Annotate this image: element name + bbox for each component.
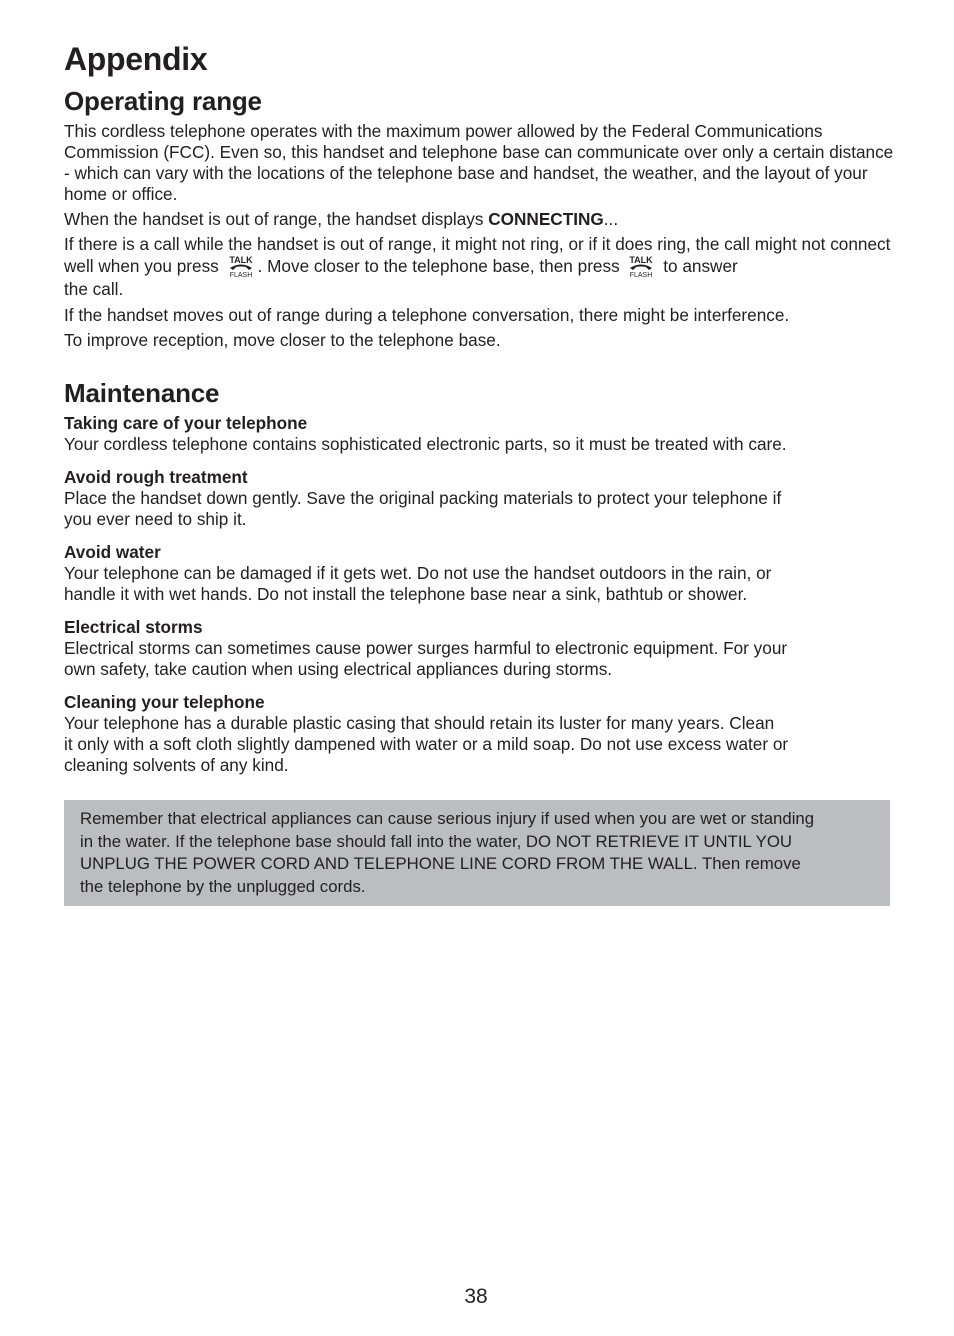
paragraph-3-part-a: If there is a call while the handset is out of range, it might not ring, or if it does ring, the call might not connect well when you press <box>64 234 891 276</box>
maintenance-text-line: cleaning solvents of any kind. <box>64 755 289 775</box>
page-title: Appendix <box>64 41 208 77</box>
operating-range-paragraph-1: This cordless telephone operates with the maximum power allowed by the Federal Communications Commission (FCC). Even so, this handset and telephone base can communicate over only a certain distance - which can vary with the locations of the telephone base and handset, the weather, and the layout of your home or office. <box>64 121 894 204</box>
paragraph-3-part-d: the call. <box>64 279 124 299</box>
operating-range-heading: Operating range <box>64 86 262 116</box>
warning-line: the telephone by the unplugged cords. <box>80 876 366 896</box>
paragraph-3-part-b: . Move closer to the telephone base, then press <box>257 256 625 276</box>
safety-warning-box <box>64 800 890 906</box>
warning-line: Remember that electrical appliances can cause serious injury if used when you are wet or standing <box>80 809 815 828</box>
maintenance-text-line: Your telephone has a durable plastic casing that should retain its luster for many years. Clean <box>64 713 775 733</box>
maintenance-text <box>64 488 894 530</box>
warning-line: UNPLUG THE POWER CORD AND TELEPHONE LINE CORD FROM THE WALL. Then remove <box>80 854 801 873</box>
talk-label-text: TALK <box>629 255 654 265</box>
connecting-display-text: CONNECTING <box>488 209 604 229</box>
maintenance-subheading: Electrical storms <box>64 617 203 637</box>
talk-flash-key-icon <box>626 255 656 279</box>
maintenance-text-line: own safety, take caution when using electrical appliances during storms. <box>64 659 613 679</box>
paragraph-3-part-c: to answer <box>658 256 738 276</box>
ellipsis-text: ... <box>603 209 619 229</box>
maintenance-text <box>64 638 894 680</box>
flash-label-text: FLASH <box>630 272 653 279</box>
safety-warning-text <box>80 808 880 898</box>
operating-range-paragraph-2 <box>64 209 894 230</box>
operating-range-paragraph-5: To improve reception, move closer to the telephone base. <box>64 330 501 350</box>
talk-flash-key-icon <box>226 255 256 279</box>
maintenance-subheading: Avoid rough treatment <box>64 467 248 487</box>
maintenance-text-line: you ever need to ship it. <box>64 509 247 529</box>
out-of-range-text: When the handset is out of range, the handset displays <box>64 209 489 229</box>
maintenance-text-line: Your cordless telephone contains sophisticated electronic parts, so it must be treated with care. <box>64 434 787 454</box>
maintenance-text <box>64 713 894 776</box>
maintenance-text <box>64 563 894 605</box>
flash-label-text: FLASH <box>229 272 252 279</box>
talk-label-text: TALK <box>228 255 253 265</box>
maintenance-text-line: handle it with wet hands. Do not install the telephone base near a sink, bathtub or shower. <box>64 584 748 604</box>
maintenance-heading: Maintenance <box>64 378 220 408</box>
maintenance-text-line: Your telephone can be damaged if it gets wet. Do not use the handset outdoors in the rain, or <box>64 563 772 583</box>
maintenance-text <box>64 434 894 455</box>
warning-line: in the water. If the telephone base should fall into the water, DO NOT RETRIEVE IT UNTIL YOU <box>80 831 792 851</box>
maintenance-subheading: Avoid water <box>64 542 161 562</box>
maintenance-text-line: Place the handset down gently. Save the original packing materials to protect your telephone if <box>64 488 782 508</box>
operating-range-paragraph-4: If the handset moves out of range during a telephone conversation, there might be interference. <box>64 305 790 325</box>
maintenance-text-line: Electrical storms can sometimes cause power surges harmful to electronic equipment. For your <box>64 638 788 658</box>
maintenance-subheading: Taking care of your telephone <box>64 413 308 433</box>
page-number: 38 <box>464 1285 488 1308</box>
maintenance-subheading: Cleaning your telephone <box>64 692 265 712</box>
maintenance-text-line: it only with a soft cloth slightly dampened with water or a mild soap. Do not use excess water or <box>64 734 789 754</box>
operating-range-paragraph-3 <box>64 234 892 300</box>
